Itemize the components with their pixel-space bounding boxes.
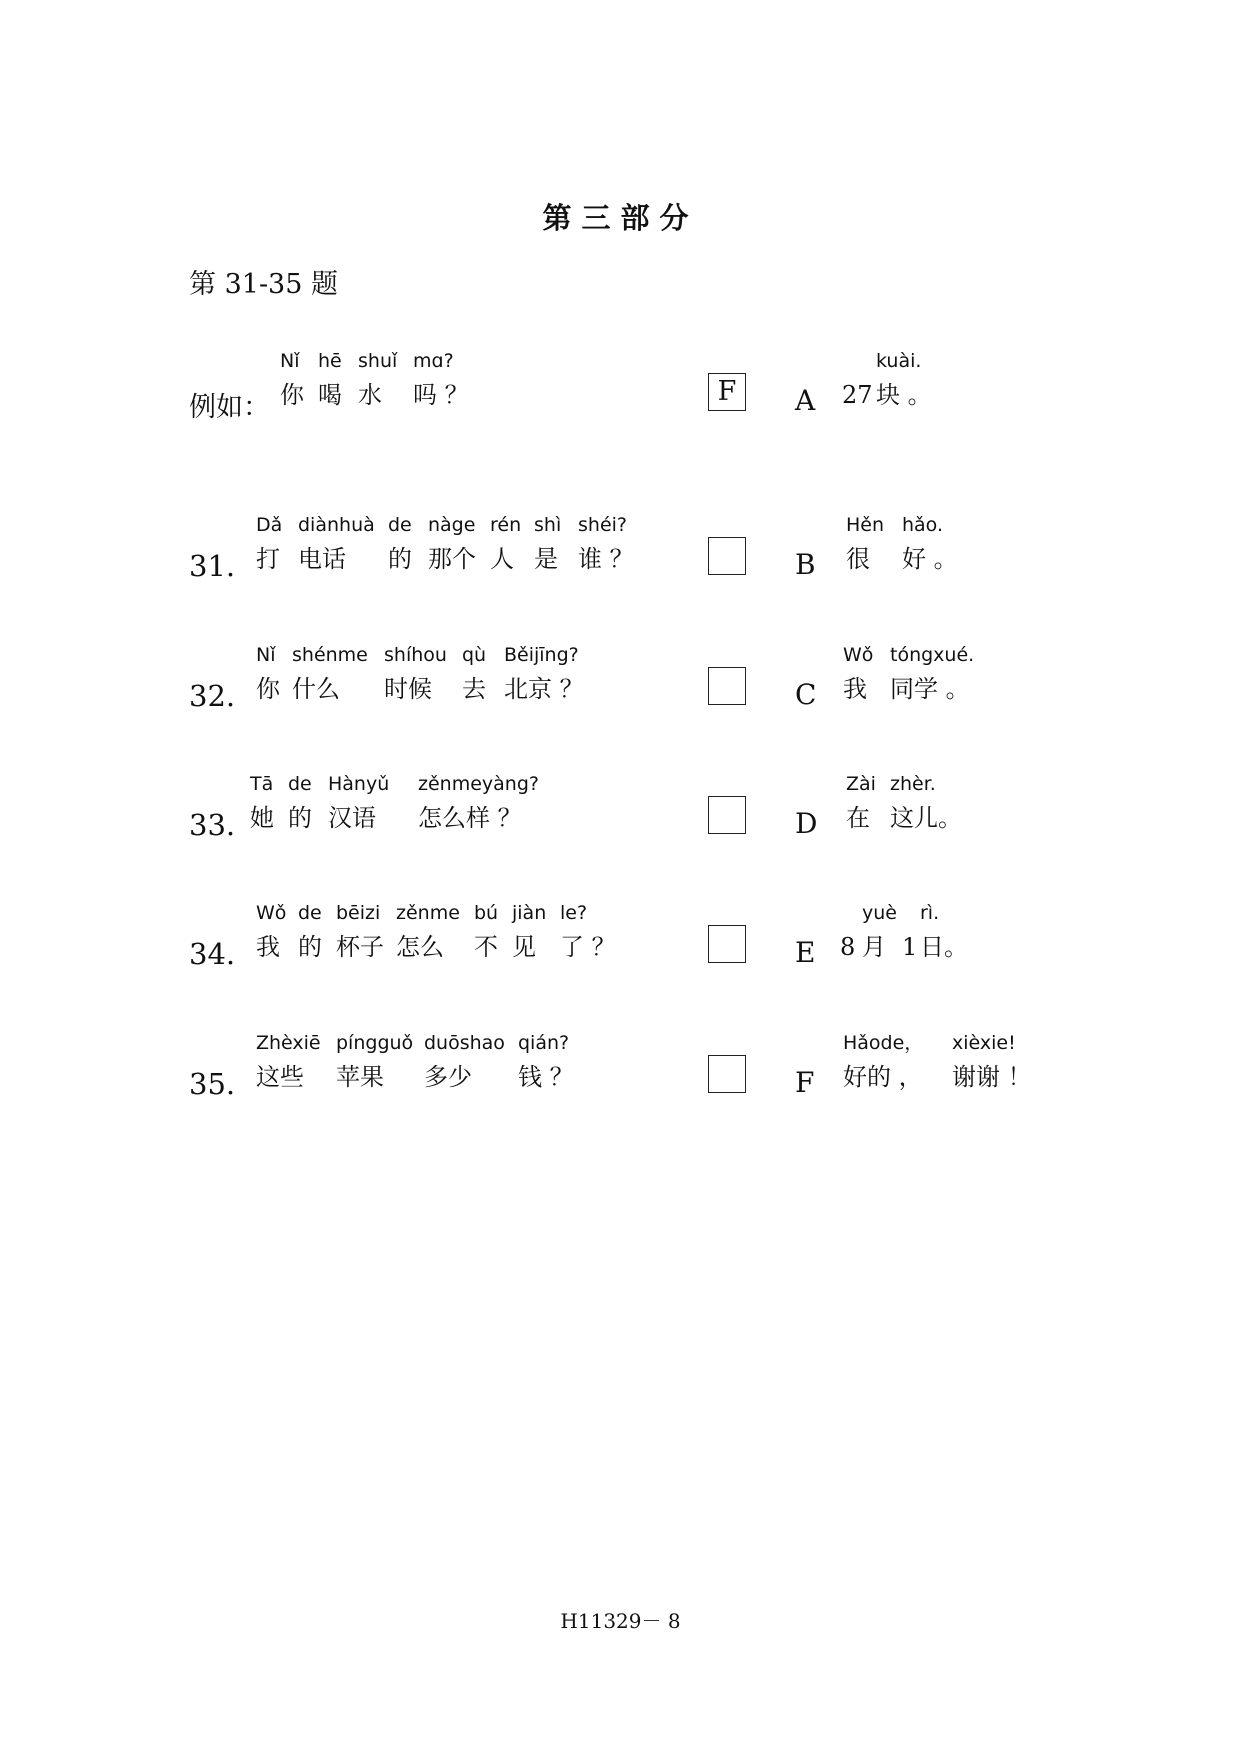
hanzi: 这儿。 bbox=[890, 804, 962, 832]
pinyin-word bbox=[846, 771, 876, 835]
pinyin-word bbox=[952, 1030, 1032, 1094]
pinyin: qù bbox=[462, 644, 487, 666]
hanzi: 同学 。 bbox=[890, 675, 970, 703]
hanzi: 钱 ？ bbox=[518, 1063, 574, 1091]
pinyin: hǎo. bbox=[902, 514, 944, 536]
hanzi: 谁 ？ bbox=[578, 545, 634, 573]
pinyin-word bbox=[318, 348, 342, 412]
hanzi: 了 ？ bbox=[560, 933, 616, 961]
pinyin: zhèr. bbox=[890, 773, 936, 795]
hanzi: 人 bbox=[490, 545, 514, 573]
pinyin-word bbox=[534, 512, 561, 576]
pinyin: bú bbox=[474, 902, 499, 924]
pinyin-word bbox=[843, 1030, 923, 1094]
pinyin: Hànyǔ bbox=[328, 773, 390, 795]
pinyin-word bbox=[250, 771, 274, 835]
question-row-32 bbox=[0, 642, 1241, 722]
pinyin-word bbox=[256, 512, 282, 576]
pinyin-word bbox=[842, 348, 873, 412]
hanzi: 是 bbox=[534, 545, 558, 573]
pinyin-word bbox=[298, 512, 375, 576]
pinyin: Běijīng? bbox=[504, 644, 579, 666]
hanzi: 喝 bbox=[318, 381, 342, 409]
option-letter: C bbox=[795, 678, 817, 711]
pinyin: píngguǒ bbox=[336, 1032, 414, 1054]
pinyin-word bbox=[846, 512, 884, 576]
hanzi: 去 bbox=[462, 675, 486, 703]
answer-box[interactable] bbox=[708, 1055, 746, 1093]
pinyin-word bbox=[902, 512, 958, 576]
example-row bbox=[0, 348, 1241, 428]
hanzi: 的 bbox=[388, 545, 412, 573]
pinyin: Zhèxiē bbox=[256, 1032, 321, 1054]
hanzi: 苹果 bbox=[336, 1063, 384, 1091]
pinyin-word bbox=[890, 771, 962, 835]
hanzi: 27 bbox=[842, 381, 873, 409]
pinyin-word bbox=[256, 1030, 321, 1094]
hanzi: 好的 ， bbox=[843, 1063, 923, 1091]
option-letter: E bbox=[795, 936, 816, 969]
page-footer: H11329－ 8 bbox=[560, 1609, 681, 1633]
pinyin-word bbox=[256, 642, 280, 706]
pinyin: de bbox=[288, 773, 312, 795]
pinyin: Zài bbox=[846, 773, 876, 795]
pinyin: bēizi bbox=[336, 902, 381, 924]
pinyin: shì bbox=[534, 514, 562, 536]
hanzi: 怎么样 ？ bbox=[418, 804, 522, 832]
pinyin-word bbox=[490, 512, 521, 576]
question-row-34 bbox=[0, 900, 1241, 980]
option-letter: F bbox=[795, 1066, 815, 1099]
hanzi: 电话 bbox=[298, 545, 346, 573]
pinyin-word bbox=[902, 900, 917, 964]
pinyin: diànhuà bbox=[298, 514, 375, 536]
question-number: 32. bbox=[189, 679, 236, 713]
pinyin-word bbox=[292, 642, 368, 706]
hanzi: 我 bbox=[843, 675, 867, 703]
hanzi: 1 bbox=[902, 933, 918, 961]
pinyin: de bbox=[388, 514, 412, 536]
question-row-35 bbox=[0, 1030, 1241, 1110]
pinyin: mɑ? bbox=[413, 350, 454, 372]
pinyin: rén bbox=[490, 514, 522, 536]
hanzi: 北京 ？ bbox=[504, 675, 584, 703]
hanzi: 你 bbox=[280, 381, 304, 409]
pinyin-word bbox=[862, 900, 897, 964]
hanzi: 时候 bbox=[384, 675, 432, 703]
option-letter: B bbox=[795, 548, 816, 581]
pinyin: Dǎ bbox=[256, 514, 283, 536]
option-letter: A bbox=[795, 384, 816, 417]
answer-box[interactable] bbox=[708, 925, 746, 963]
question-number: 31. bbox=[189, 549, 236, 583]
pinyin-word bbox=[920, 900, 968, 964]
pinyin: yuè bbox=[862, 902, 897, 924]
pinyin-word bbox=[280, 348, 304, 412]
hanzi: 我 bbox=[256, 933, 280, 961]
hanzi: 什么 bbox=[292, 675, 340, 703]
hanzi: 的 bbox=[288, 804, 312, 832]
pinyin: hē bbox=[318, 350, 342, 372]
hanzi: 打 bbox=[256, 545, 280, 573]
hanzi: 汉语 bbox=[328, 804, 376, 832]
hanzi: 块 。 bbox=[876, 381, 932, 409]
pinyin: shuǐ bbox=[358, 350, 398, 372]
pinyin-word bbox=[512, 900, 546, 964]
pinyin: Hěn bbox=[846, 514, 885, 536]
pinyin: Tā bbox=[250, 773, 274, 795]
pinyin-word bbox=[388, 512, 412, 576]
pinyin bbox=[840, 900, 855, 926]
hanzi: 不 bbox=[474, 933, 498, 961]
pinyin: shéi? bbox=[578, 514, 627, 536]
hanzi: 你 bbox=[256, 675, 280, 703]
hanzi: 水 bbox=[358, 381, 382, 409]
pinyin-word bbox=[256, 900, 286, 964]
pinyin: le? bbox=[560, 902, 588, 924]
pinyin-word bbox=[428, 512, 476, 576]
pinyin-word bbox=[843, 642, 873, 706]
pinyin-word bbox=[474, 900, 498, 964]
pinyin-word bbox=[336, 1030, 413, 1094]
hanzi: 她 bbox=[250, 804, 274, 832]
hanzi: 日。 bbox=[920, 933, 968, 961]
pinyin: nàge bbox=[428, 514, 476, 536]
pinyin: Wǒ bbox=[256, 902, 287, 924]
hanzi: 杯子 bbox=[336, 933, 384, 961]
hanzi: 那个 bbox=[428, 545, 476, 573]
question-number: 34. bbox=[189, 937, 236, 971]
hanzi: 在 bbox=[846, 804, 870, 832]
pinyin: Nǐ bbox=[256, 644, 276, 666]
question-number: 35. bbox=[189, 1067, 236, 1101]
question-range: 第 31-35 题 bbox=[189, 269, 339, 300]
pinyin-word bbox=[358, 348, 397, 412]
hanzi: 很 bbox=[846, 545, 870, 573]
pinyin: Hǎode， bbox=[843, 1032, 924, 1054]
hanzi: 这些 bbox=[256, 1063, 304, 1091]
pinyin: shíhou bbox=[384, 644, 447, 666]
pinyin: rì. bbox=[920, 902, 940, 924]
pinyin: tóngxué. bbox=[890, 644, 975, 666]
pinyin-word bbox=[424, 1030, 505, 1094]
hanzi: 月 bbox=[862, 933, 886, 961]
pinyin bbox=[842, 348, 873, 374]
pinyin-word bbox=[462, 642, 486, 706]
pinyin: kuài. bbox=[876, 350, 922, 372]
pinyin-word bbox=[418, 771, 539, 835]
answer-box[interactable] bbox=[708, 537, 746, 575]
example-answer-box: F bbox=[708, 373, 746, 411]
pinyin-word bbox=[298, 900, 322, 964]
pinyin: Wǒ bbox=[843, 644, 874, 666]
hanzi: 吗 ？ bbox=[413, 381, 469, 409]
pinyin-word bbox=[578, 512, 634, 576]
pinyin-word bbox=[336, 900, 384, 964]
pinyin-word bbox=[560, 900, 616, 964]
pinyin-word bbox=[518, 1030, 574, 1094]
question-row-33 bbox=[0, 771, 1241, 851]
pinyin-word bbox=[396, 900, 460, 964]
hanzi: 谢谢 ！ bbox=[952, 1063, 1032, 1091]
answer-box[interactable] bbox=[708, 796, 746, 834]
pinyin-word bbox=[288, 771, 312, 835]
pinyin: shénme bbox=[292, 644, 368, 666]
question-number: 33. bbox=[189, 808, 236, 842]
pinyin-word bbox=[840, 900, 855, 964]
pinyin-word bbox=[504, 642, 584, 706]
section-title: 第三部分 bbox=[542, 201, 699, 235]
hanzi: 的 bbox=[298, 933, 322, 961]
pinyin: de bbox=[298, 902, 322, 924]
hanzi: 见 bbox=[512, 933, 536, 961]
pinyin-word bbox=[890, 642, 974, 706]
example-label: 例如： bbox=[189, 392, 270, 423]
pinyin bbox=[902, 900, 917, 926]
pinyin: Nǐ bbox=[280, 350, 300, 372]
pinyin: xièxie! bbox=[952, 1032, 1016, 1054]
pinyin: jiàn bbox=[512, 902, 547, 924]
pinyin-word bbox=[384, 642, 447, 706]
answer-box[interactable] bbox=[708, 667, 746, 705]
pinyin-word bbox=[413, 348, 469, 412]
option-letter: D bbox=[795, 807, 818, 840]
pinyin: zěnme bbox=[396, 902, 460, 924]
question-row-31 bbox=[0, 512, 1241, 592]
hanzi: 怎么 bbox=[396, 933, 444, 961]
hanzi: 8 bbox=[840, 933, 856, 961]
pinyin-word bbox=[876, 348, 932, 412]
hanzi: 好 。 bbox=[902, 545, 958, 573]
pinyin: duōshao bbox=[424, 1032, 505, 1054]
hanzi: 多少 bbox=[424, 1063, 472, 1091]
pinyin: zěnmeyàng? bbox=[418, 773, 539, 795]
pinyin-word bbox=[328, 771, 389, 835]
pinyin: qián? bbox=[518, 1032, 570, 1054]
